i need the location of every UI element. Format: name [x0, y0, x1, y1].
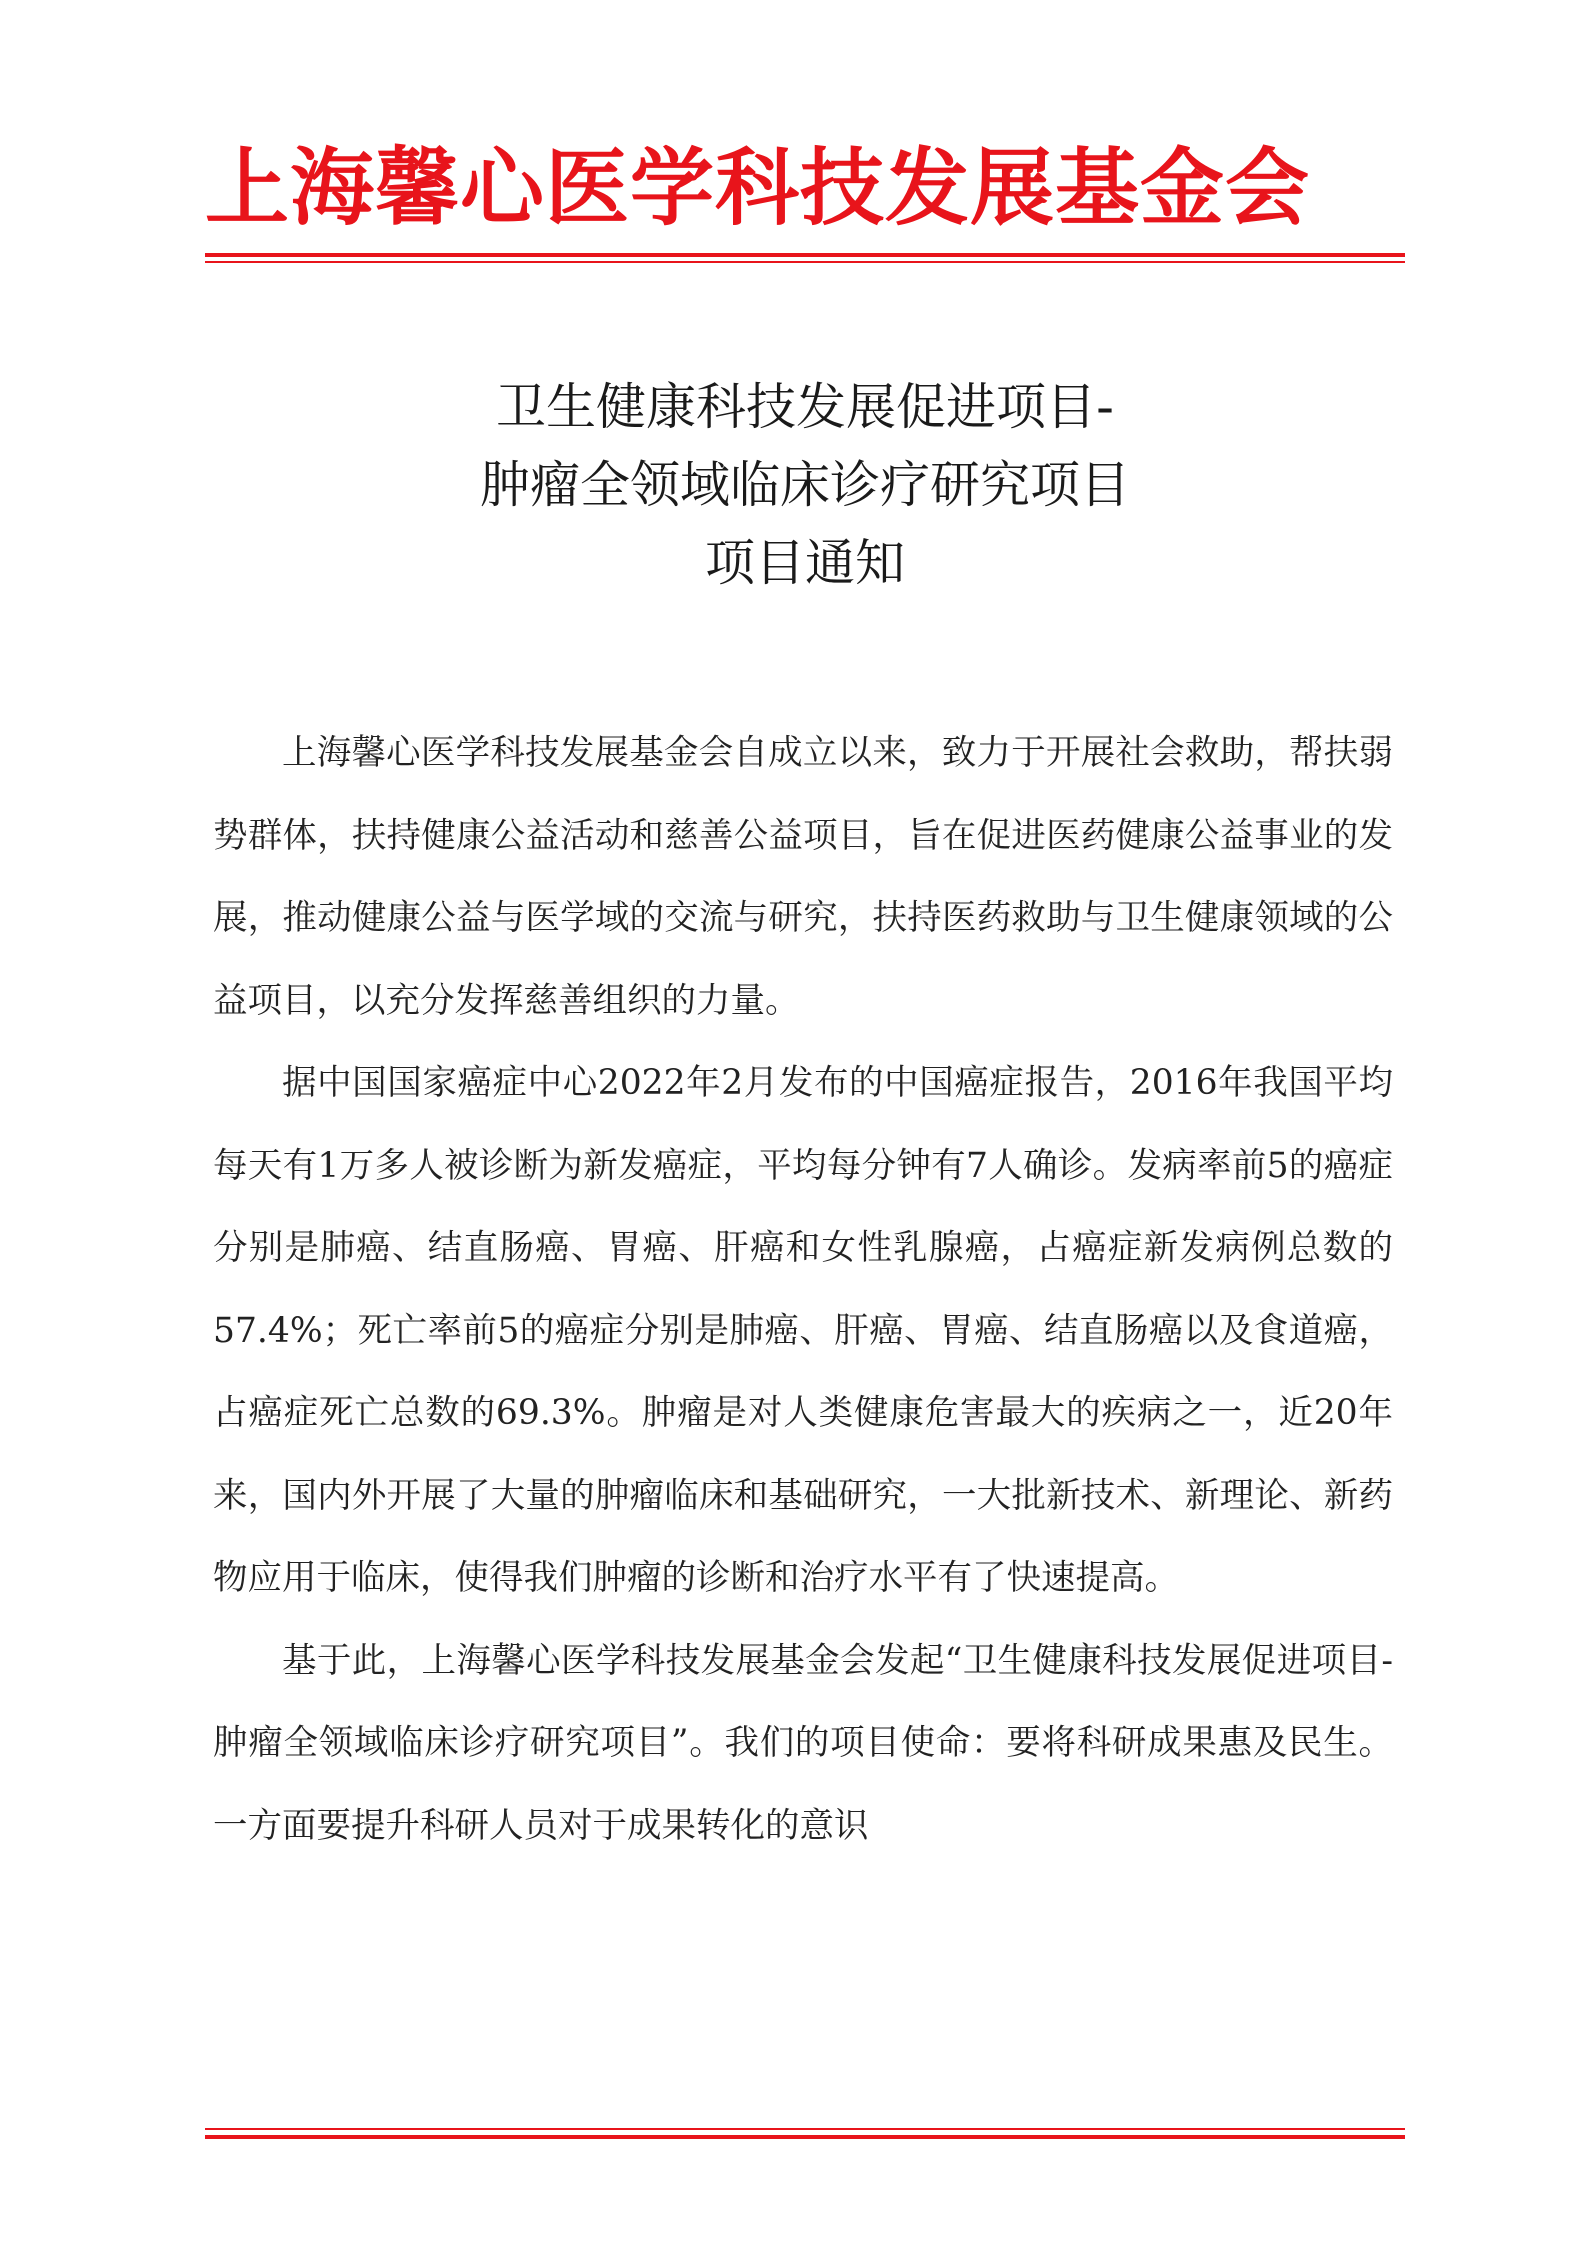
title-line-3: 项目通知 [705, 534, 905, 592]
footer-rule-thick [205, 2135, 1405, 2139]
paragraph-intro: 上海馨心医学科技发展基金会自成立以来，致力于开展社会救助，帮扶弱势群体，扶持健康公益活动和慈善公益项目，旨在促进医药健康公益事业的发展，推动健康公益与医学域的交流与研究，扶持医药救助与卫生健康领域的公益项目，以充分发挥慈善组织的力量。 [213, 733, 1393, 1021]
footer-rule-thin [205, 2128, 1405, 2130]
document-body [213, 712, 1393, 1867]
paragraph-cancer-statistics: 据中国国家癌症中心2022年2月发布的中国癌症报告，2016年我国平均每天有1万多人被诊断为新发癌症，平均每分钟有7人确诊。发病率前5的癌症分别是肺癌、结直肠癌、胃癌、肝癌和女性乳腺癌，占癌症新发病例总数的57.4%；死亡率前5的癌症分别是肺癌、肝癌、胃癌、结直肠癌以及食道癌，占癌症死亡总数的69.3%。肿瘤是对人类健康危害最大的疾病之一，近20年来，国内外开展了大量的肿瘤临床和基础研究，一大批新技术、新理论、新药物应用于临床，使得我们肿瘤的诊断和治疗水平有了快速提高。 [213, 1063, 1393, 1598]
letterhead-rule-thin [205, 261, 1405, 263]
title-line-1: 卫生健康科技发展促进项目- [495, 378, 1115, 436]
paragraph-project-mission: 基于此，上海馨心医学科技发展基金会发起“卫生健康科技发展促进项目-肿瘤全领域临床诊疗研究项目”。我们的项目使命：要将科研成果惠及民生。一方面要提升科研人员对于成果转化的意识 [213, 1640, 1393, 1846]
document-title [205, 368, 1405, 602]
title-line-2: 肿瘤全领域临床诊疗研究项目 [480, 456, 1130, 514]
letterhead-org-name: 上海馨心医学科技发展基金会 [205, 138, 1311, 237]
letterhead-rule-thick [205, 253, 1405, 257]
